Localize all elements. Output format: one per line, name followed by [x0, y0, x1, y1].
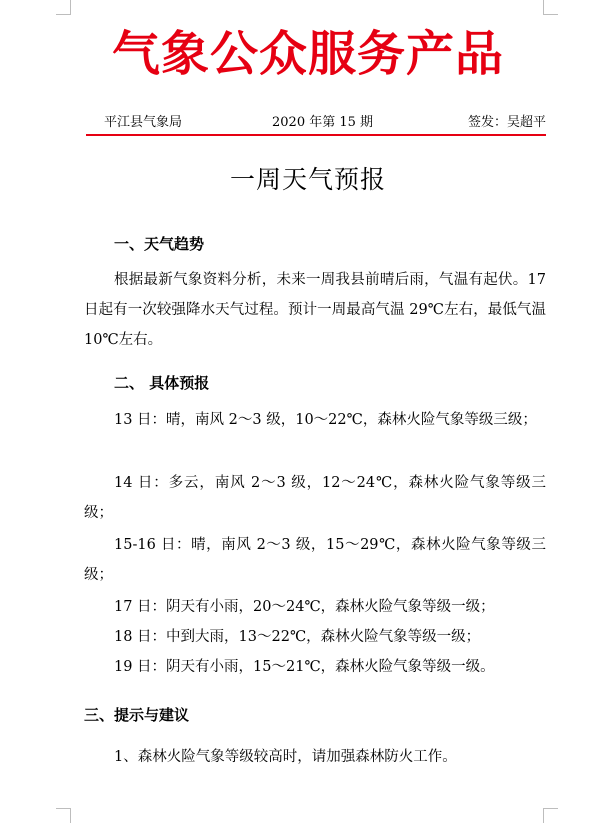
issue-number: 2020 年第 15 期: [272, 115, 374, 130]
forecast-day-item: 19 日：阴天有小雨，15～21℃，森林火险气象等级一级。: [114, 659, 495, 675]
forecast-day-item: 14 日：多云，南风 2～3 级，12～24℃，森林火险气象等级三级；: [84, 475, 546, 521]
issue-signer: 签发：吴超平: [467, 115, 546, 130]
section-heading-forecast: 二、 具体预报: [114, 374, 210, 392]
section-heading-tips: 三、提示与建议: [84, 706, 190, 724]
issue-info-row: [86, 112, 546, 134]
masthead-title: 气象公众服务产品: [111, 26, 504, 82]
trend-paragraph: 根据最新气象资料分析，未来一周我县前晴后雨，气温有起伏。17 日起有一次较强降水天气过程。预计一周最高气温 29℃左右，最低气温 10℃左右。: [84, 272, 546, 348]
page-corner-mark: [543, 808, 558, 823]
page-corner-mark: [56, 0, 71, 15]
document-title: 一周天气预报: [229, 165, 386, 194]
issuing-organization: 平江县气象局: [104, 115, 183, 130]
page-corner-mark: [56, 808, 71, 823]
forecast-day-item: 18 日：中到大雨，13～22℃，森林火险气象等级一级；: [114, 629, 481, 645]
forecast-day-item: 13 日：晴，南风 2～3 级，10～22℃，森林火险气象等级三级；: [114, 412, 537, 428]
page-corner-mark: [543, 0, 558, 15]
forecast-day-item: 15-16 日：晴，南风 2～3 级，15～29℃，森林火险气象等级三级；: [84, 537, 546, 583]
forecast-day-item: 17 日：阴天有小雨，20～24℃，森林火险气象等级一级；: [114, 599, 495, 615]
section-heading-trend: 一、天气趋势: [114, 235, 205, 253]
tip-item: 1、森林火险气象等级较高时，请加强森林防火工作。: [114, 749, 457, 765]
red-divider: [86, 134, 546, 136]
